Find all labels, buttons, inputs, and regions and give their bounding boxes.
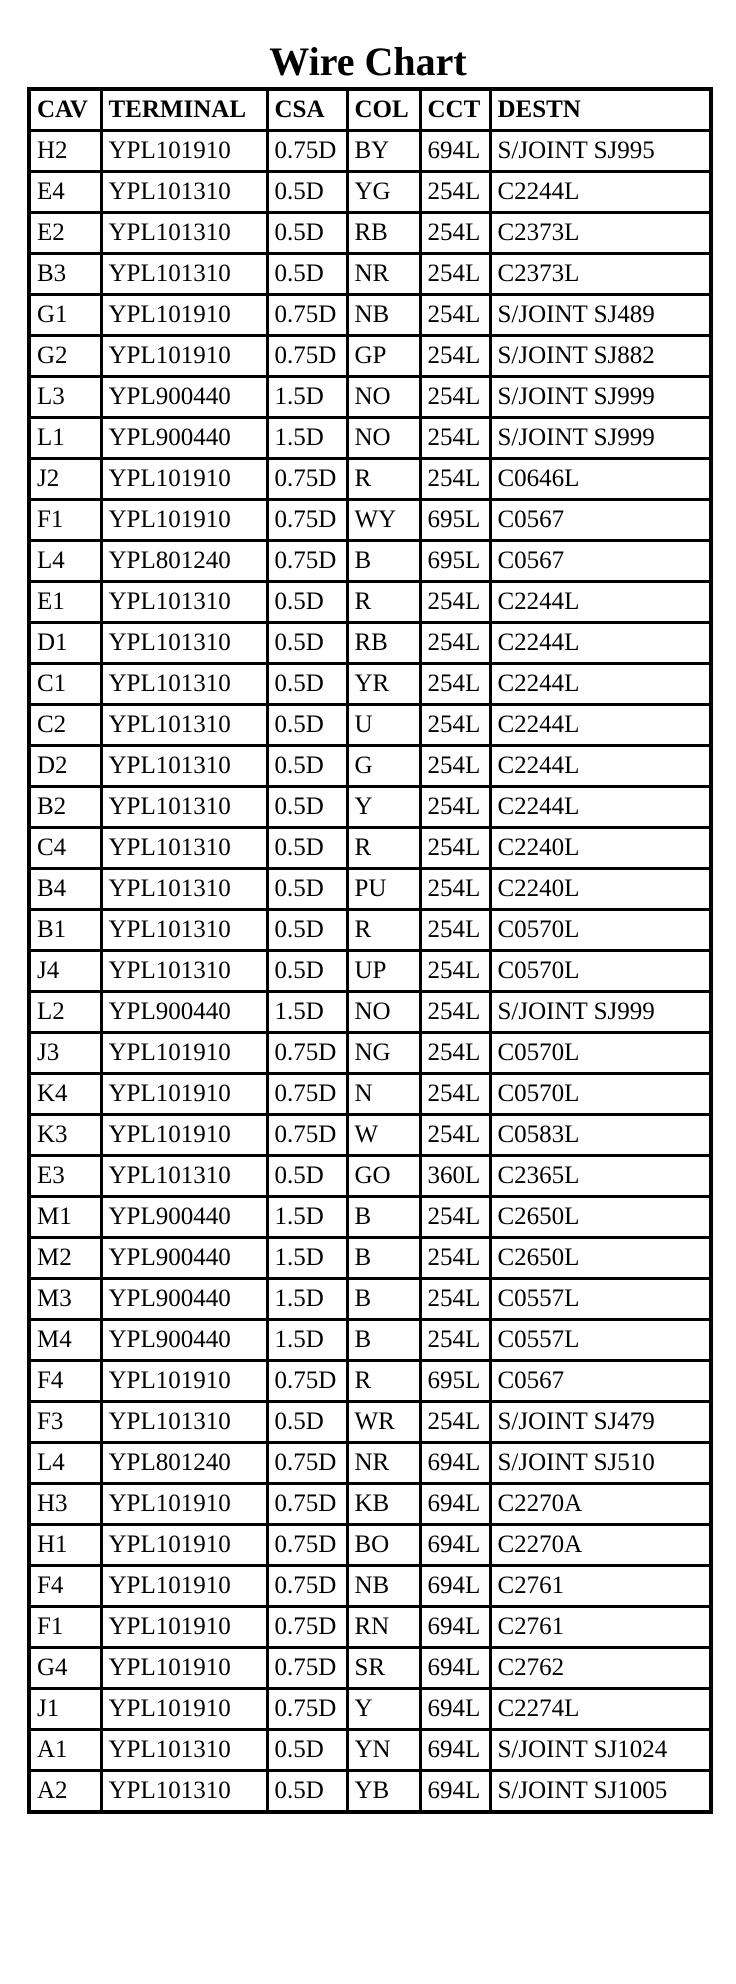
cell-destn: C2761 — [490, 1607, 711, 1648]
cell-col: R — [347, 459, 420, 500]
cell-destn: S/JOINT SJ999 — [490, 992, 711, 1033]
cell-destn: C0557L — [490, 1279, 711, 1320]
cell-terminal: YPL101910 — [101, 500, 267, 541]
cell-csa: 1.5D — [267, 1320, 347, 1361]
cell-csa: 0.75D — [267, 1648, 347, 1689]
header-cct: CCT — [420, 89, 490, 131]
cell-cav: F3 — [29, 1402, 101, 1443]
cell-col: KB — [347, 1484, 420, 1525]
cell-csa: 0.75D — [267, 131, 347, 172]
cell-destn: S/JOINT SJ510 — [490, 1443, 711, 1484]
cell-col: YB — [347, 1771, 420, 1813]
cell-destn: C2373L — [490, 254, 711, 295]
table-row — [29, 1074, 711, 1115]
cell-terminal: YPL101310 — [101, 746, 267, 787]
cell-cav: B4 — [29, 869, 101, 910]
cell-destn: C0570L — [490, 1074, 711, 1115]
cell-col: NR — [347, 254, 420, 295]
cell-cav: J4 — [29, 951, 101, 992]
cell-cav: E2 — [29, 213, 101, 254]
cell-terminal: YPL101310 — [101, 869, 267, 910]
table-row — [29, 828, 711, 869]
cell-cav: B3 — [29, 254, 101, 295]
table-row — [29, 1320, 711, 1361]
table-row — [29, 1730, 711, 1771]
cell-cav: D1 — [29, 623, 101, 664]
cell-cav: K3 — [29, 1115, 101, 1156]
cell-csa: 0.5D — [267, 664, 347, 705]
header-cav: CAV — [29, 89, 101, 131]
cell-col: NG — [347, 1033, 420, 1074]
cell-destn: S/JOINT SJ1005 — [490, 1771, 711, 1813]
cell-destn: C0567 — [490, 541, 711, 582]
table-row — [29, 1361, 711, 1402]
cell-col: W — [347, 1115, 420, 1156]
cell-cct: 254L — [420, 1320, 490, 1361]
cell-csa: 1.5D — [267, 1238, 347, 1279]
cell-terminal: YPL101910 — [101, 1074, 267, 1115]
cell-cct: 254L — [420, 1279, 490, 1320]
cell-cct: 694L — [420, 1771, 490, 1813]
table-body — [29, 131, 711, 1813]
cell-cct: 694L — [420, 1525, 490, 1566]
cell-destn: C2373L — [490, 213, 711, 254]
cell-csa: 0.5D — [267, 254, 347, 295]
cell-csa: 0.5D — [267, 582, 347, 623]
cell-destn: C2244L — [490, 787, 711, 828]
cell-cav: E1 — [29, 582, 101, 623]
cell-terminal: YPL101910 — [101, 1033, 267, 1074]
cell-cav: H3 — [29, 1484, 101, 1525]
cell-cav: G1 — [29, 295, 101, 336]
cell-cav: B2 — [29, 787, 101, 828]
cell-terminal: YPL101310 — [101, 787, 267, 828]
cell-terminal: YPL101310 — [101, 828, 267, 869]
cell-col: PU — [347, 869, 420, 910]
cell-cct: 254L — [420, 254, 490, 295]
cell-col: R — [347, 828, 420, 869]
table-row — [29, 1402, 711, 1443]
cell-destn: S/JOINT SJ1024 — [490, 1730, 711, 1771]
cell-destn: C2244L — [490, 746, 711, 787]
cell-csa: 0.75D — [267, 1115, 347, 1156]
cell-col: WR — [347, 1402, 420, 1443]
cell-terminal: YPL101910 — [101, 1648, 267, 1689]
table-row — [29, 1648, 711, 1689]
cell-col: YR — [347, 664, 420, 705]
cell-csa: 0.5D — [267, 869, 347, 910]
cell-cav: J2 — [29, 459, 101, 500]
table-row — [29, 1771, 711, 1813]
cell-destn: C0567 — [490, 500, 711, 541]
cell-cct: 254L — [420, 1033, 490, 1074]
cell-destn: C2761 — [490, 1566, 711, 1607]
cell-csa: 1.5D — [267, 1197, 347, 1238]
cell-terminal: YPL801240 — [101, 1443, 267, 1484]
table-row — [29, 1115, 711, 1156]
table-row — [29, 295, 711, 336]
cell-destn: S/JOINT SJ999 — [490, 377, 711, 418]
cell-terminal: YPL101910 — [101, 1115, 267, 1156]
cell-terminal: YPL101910 — [101, 1689, 267, 1730]
cell-col: N — [347, 1074, 420, 1115]
cell-terminal: YPL101910 — [101, 1525, 267, 1566]
cell-csa: 1.5D — [267, 377, 347, 418]
cell-cct: 254L — [420, 213, 490, 254]
table-row — [29, 1443, 711, 1484]
cell-cav: D2 — [29, 746, 101, 787]
table-row — [29, 131, 711, 172]
cell-terminal: YPL101310 — [101, 664, 267, 705]
cell-cct: 360L — [420, 1156, 490, 1197]
cell-cct: 254L — [420, 746, 490, 787]
cell-cct: 254L — [420, 910, 490, 951]
cell-cav: G2 — [29, 336, 101, 377]
cell-destn: C0567 — [490, 1361, 711, 1402]
cell-col: R — [347, 910, 420, 951]
cell-destn: C0583L — [490, 1115, 711, 1156]
header-terminal: TERMINAL — [101, 89, 267, 131]
cell-csa: 0.75D — [267, 1074, 347, 1115]
cell-destn: C2244L — [490, 705, 711, 746]
table-row — [29, 1279, 711, 1320]
cell-terminal: YPL101910 — [101, 459, 267, 500]
cell-col: GP — [347, 336, 420, 377]
cell-col: Y — [347, 1689, 420, 1730]
cell-cct: 254L — [420, 418, 490, 459]
cell-csa: 0.75D — [267, 500, 347, 541]
cell-cct: 254L — [420, 459, 490, 500]
cell-csa: 0.75D — [267, 1566, 347, 1607]
cell-terminal: YPL101910 — [101, 336, 267, 377]
cell-terminal: YPL101310 — [101, 623, 267, 664]
cell-col: WY — [347, 500, 420, 541]
cell-csa: 0.5D — [267, 1402, 347, 1443]
cell-terminal: YPL101910 — [101, 1566, 267, 1607]
cell-cav: G4 — [29, 1648, 101, 1689]
cell-terminal: YPL101310 — [101, 1730, 267, 1771]
table-row — [29, 992, 711, 1033]
cell-cct: 694L — [420, 1648, 490, 1689]
cell-terminal: YPL900440 — [101, 377, 267, 418]
cell-col: U — [347, 705, 420, 746]
cell-terminal: YPL900440 — [101, 1238, 267, 1279]
cell-col: RN — [347, 1607, 420, 1648]
cell-col: Y — [347, 787, 420, 828]
cell-cct: 254L — [420, 828, 490, 869]
table-row — [29, 1566, 711, 1607]
cell-csa: 0.75D — [267, 1607, 347, 1648]
cell-cav: B1 — [29, 910, 101, 951]
cell-csa: 0.75D — [267, 1525, 347, 1566]
cell-destn: C0570L — [490, 910, 711, 951]
cell-cct: 254L — [420, 1115, 490, 1156]
cell-cct: 254L — [420, 664, 490, 705]
cell-csa: 1.5D — [267, 1279, 347, 1320]
cell-destn: C0570L — [490, 951, 711, 992]
cell-csa: 0.5D — [267, 1771, 347, 1813]
cell-terminal: YPL101910 — [101, 1484, 267, 1525]
cell-destn: C2274L — [490, 1689, 711, 1730]
cell-cct: 254L — [420, 951, 490, 992]
cell-cav: L4 — [29, 541, 101, 582]
cell-cav: J1 — [29, 1689, 101, 1730]
cell-cct: 694L — [420, 1443, 490, 1484]
cell-terminal: YPL101310 — [101, 582, 267, 623]
table-row — [29, 336, 711, 377]
cell-cav: C2 — [29, 705, 101, 746]
table-row — [29, 582, 711, 623]
cell-csa: 0.5D — [267, 787, 347, 828]
table-row — [29, 623, 711, 664]
cell-cct: 254L — [420, 787, 490, 828]
cell-col: YG — [347, 172, 420, 213]
page-title: Wire Chart — [269, 38, 467, 84]
table-row — [29, 418, 711, 459]
table-row — [29, 1197, 711, 1238]
cell-csa: 0.75D — [267, 1443, 347, 1484]
cell-cav: L1 — [29, 418, 101, 459]
cell-col: YN — [347, 1730, 420, 1771]
cell-col: NO — [347, 418, 420, 459]
cell-cct: 254L — [420, 623, 490, 664]
cell-csa: 0.5D — [267, 1730, 347, 1771]
table-row — [29, 951, 711, 992]
header-csa: CSA — [267, 89, 347, 131]
cell-csa: 0.5D — [267, 623, 347, 664]
cell-col: GO — [347, 1156, 420, 1197]
cell-csa: 0.5D — [267, 910, 347, 951]
cell-terminal: YPL101310 — [101, 910, 267, 951]
cell-csa: 0.75D — [267, 295, 347, 336]
cell-csa: 0.5D — [267, 746, 347, 787]
cell-csa: 0.5D — [267, 705, 347, 746]
cell-destn: C0570L — [490, 1033, 711, 1074]
cell-col: BY — [347, 131, 420, 172]
cell-destn: S/JOINT SJ995 — [490, 131, 711, 172]
table-row — [29, 910, 711, 951]
cell-csa: 1.5D — [267, 992, 347, 1033]
cell-terminal: YPL900440 — [101, 1320, 267, 1361]
table-row — [29, 1607, 711, 1648]
table-header-row — [29, 89, 711, 131]
cell-destn: C2244L — [490, 664, 711, 705]
cell-col: BO — [347, 1525, 420, 1566]
table-row — [29, 459, 711, 500]
cell-cav: M4 — [29, 1320, 101, 1361]
cell-cav: H1 — [29, 1525, 101, 1566]
table-row — [29, 1484, 711, 1525]
cell-cct: 254L — [420, 172, 490, 213]
cell-col: SR — [347, 1648, 420, 1689]
cell-cav: F4 — [29, 1566, 101, 1607]
cell-cav: C4 — [29, 828, 101, 869]
cell-cav: A2 — [29, 1771, 101, 1813]
cell-destn: C2762 — [490, 1648, 711, 1689]
wire-chart-table — [27, 87, 713, 1814]
cell-cct: 694L — [420, 1730, 490, 1771]
cell-col: NB — [347, 295, 420, 336]
cell-col: B — [347, 1320, 420, 1361]
cell-destn: C0557L — [490, 1320, 711, 1361]
cell-csa: 0.5D — [267, 1156, 347, 1197]
cell-cct: 694L — [420, 131, 490, 172]
cell-cct: 695L — [420, 500, 490, 541]
cell-cav: L2 — [29, 992, 101, 1033]
table-row — [29, 746, 711, 787]
cell-cct: 254L — [420, 336, 490, 377]
cell-cct: 254L — [420, 992, 490, 1033]
cell-terminal: YPL900440 — [101, 1197, 267, 1238]
cell-cav: F1 — [29, 500, 101, 541]
table-row — [29, 787, 711, 828]
cell-cct: 254L — [420, 1402, 490, 1443]
cell-cct: 254L — [420, 1197, 490, 1238]
cell-cav: F4 — [29, 1361, 101, 1402]
cell-cct: 254L — [420, 295, 490, 336]
table-row — [29, 377, 711, 418]
table-row — [29, 1156, 711, 1197]
table-row — [29, 705, 711, 746]
cell-csa: 0.75D — [267, 1033, 347, 1074]
table-row — [29, 664, 711, 705]
cell-cct: 254L — [420, 582, 490, 623]
cell-terminal: YPL101310 — [101, 1771, 267, 1813]
cell-terminal: YPL101310 — [101, 1402, 267, 1443]
cell-col: B — [347, 541, 420, 582]
cell-csa: 0.75D — [267, 1484, 347, 1525]
table-row — [29, 1238, 711, 1279]
cell-csa: 0.5D — [267, 213, 347, 254]
cell-csa: 0.75D — [267, 1361, 347, 1402]
table-row — [29, 500, 711, 541]
cell-csa: 0.75D — [267, 336, 347, 377]
cell-terminal: YPL101910 — [101, 1607, 267, 1648]
cell-terminal: YPL101310 — [101, 213, 267, 254]
cell-terminal: YPL101910 — [101, 295, 267, 336]
cell-cav: K4 — [29, 1074, 101, 1115]
cell-terminal: YPL900440 — [101, 1279, 267, 1320]
cell-cav: F1 — [29, 1607, 101, 1648]
cell-terminal: YPL101310 — [101, 254, 267, 295]
cell-destn: C2244L — [490, 172, 711, 213]
header-col: COL — [347, 89, 420, 131]
cell-destn: C2650L — [490, 1238, 711, 1279]
cell-csa: 0.5D — [267, 172, 347, 213]
cell-cct: 254L — [420, 1238, 490, 1279]
cell-cav: M1 — [29, 1197, 101, 1238]
cell-csa: 0.5D — [267, 951, 347, 992]
cell-destn: C2244L — [490, 582, 711, 623]
cell-cav: J3 — [29, 1033, 101, 1074]
cell-cct: 254L — [420, 705, 490, 746]
table-row — [29, 1033, 711, 1074]
cell-terminal: YPL101310 — [101, 172, 267, 213]
cell-terminal: YPL101310 — [101, 951, 267, 992]
cell-col: NO — [347, 377, 420, 418]
cell-terminal: YPL101910 — [101, 1361, 267, 1402]
table-row — [29, 869, 711, 910]
cell-cav: E3 — [29, 1156, 101, 1197]
cell-cav: L4 — [29, 1443, 101, 1484]
cell-cct: 694L — [420, 1484, 490, 1525]
table-row — [29, 172, 711, 213]
header-destn: DESTN — [490, 89, 711, 131]
cell-col: UP — [347, 951, 420, 992]
cell-destn: C0646L — [490, 459, 711, 500]
cell-col: G — [347, 746, 420, 787]
cell-destn: C2240L — [490, 869, 711, 910]
cell-cav: E4 — [29, 172, 101, 213]
cell-destn: S/JOINT SJ882 — [490, 336, 711, 377]
cell-destn: C2244L — [490, 623, 711, 664]
cell-col: NO — [347, 992, 420, 1033]
table-row — [29, 541, 711, 582]
cell-cav: L3 — [29, 377, 101, 418]
cell-cct: 695L — [420, 1361, 490, 1402]
cell-col: B — [347, 1238, 420, 1279]
cell-terminal: YPL101910 — [101, 131, 267, 172]
cell-col: NR — [347, 1443, 420, 1484]
cell-destn: S/JOINT SJ479 — [490, 1402, 711, 1443]
cell-destn: S/JOINT SJ489 — [490, 295, 711, 336]
table-row — [29, 254, 711, 295]
cell-cct: 254L — [420, 869, 490, 910]
cell-col: R — [347, 582, 420, 623]
cell-col: NB — [347, 1566, 420, 1607]
cell-destn: S/JOINT SJ999 — [490, 418, 711, 459]
cell-csa: 1.5D — [267, 418, 347, 459]
cell-csa: 0.75D — [267, 1689, 347, 1730]
cell-cav: A1 — [29, 1730, 101, 1771]
table-row — [29, 1525, 711, 1566]
cell-csa: 0.5D — [267, 828, 347, 869]
table-row — [29, 213, 711, 254]
cell-destn: C2650L — [490, 1197, 711, 1238]
cell-terminal: YPL900440 — [101, 992, 267, 1033]
cell-destn: C2270A — [490, 1525, 711, 1566]
cell-terminal: YPL101310 — [101, 705, 267, 746]
cell-terminal: YPL101310 — [101, 1156, 267, 1197]
cell-destn: C2240L — [490, 828, 711, 869]
cell-col: RB — [347, 213, 420, 254]
cell-destn: C2365L — [490, 1156, 711, 1197]
cell-csa: 0.75D — [267, 541, 347, 582]
cell-col: R — [347, 1361, 420, 1402]
cell-terminal: YPL900440 — [101, 418, 267, 459]
cell-cav: H2 — [29, 131, 101, 172]
cell-cct: 694L — [420, 1689, 490, 1730]
cell-col: B — [347, 1197, 420, 1238]
cell-cct: 254L — [420, 377, 490, 418]
cell-csa: 0.75D — [267, 459, 347, 500]
cell-terminal: YPL801240 — [101, 541, 267, 582]
cell-col: B — [347, 1279, 420, 1320]
cell-cav: C1 — [29, 664, 101, 705]
cell-cav: M2 — [29, 1238, 101, 1279]
cell-cct: 695L — [420, 541, 490, 582]
cell-cct: 254L — [420, 1074, 490, 1115]
cell-col: RB — [347, 623, 420, 664]
cell-destn: C2270A — [490, 1484, 711, 1525]
cell-cct: 694L — [420, 1566, 490, 1607]
cell-cct: 694L — [420, 1607, 490, 1648]
table-row — [29, 1689, 711, 1730]
cell-cav: M3 — [29, 1279, 101, 1320]
